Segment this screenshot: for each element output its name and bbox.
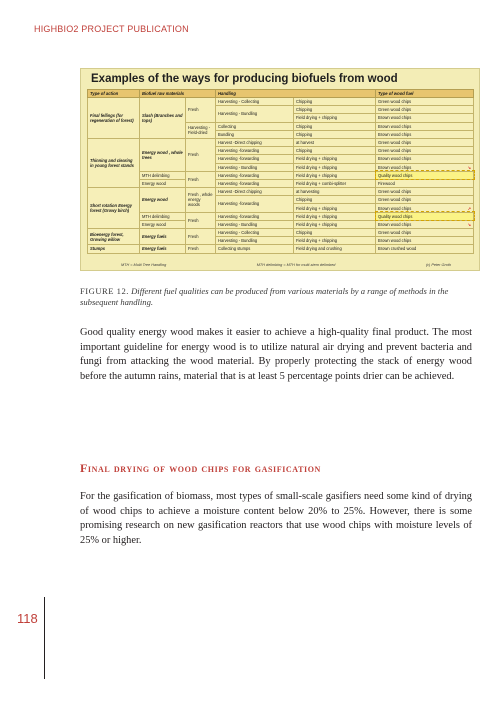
action-cell: Thinning and clearing in young forest stands [88, 138, 140, 187]
action-cell: Short rotation Energy forest (Growy birch) [88, 188, 140, 229]
figure-footnote [121, 263, 451, 267]
handling-cell: Collecting [216, 122, 294, 130]
state-cell: Harvesting - Field-dried [186, 122, 216, 138]
handling-cell: Harvesting - Collecting [216, 229, 294, 237]
handling-cell: Bundling [216, 130, 294, 138]
fuel-cell [376, 163, 474, 171]
fuel-cell: Brown crushed wood [376, 245, 474, 253]
page-number-rule [44, 597, 45, 679]
fuel-cell: Green wood chips [376, 98, 474, 106]
fuel-cell-highlight: Quality wood chips [376, 171, 474, 179]
table-row [88, 171, 474, 179]
state-cell: Fresh [186, 98, 216, 123]
footnote-mth: MTH = Multi Tree Handling [121, 263, 167, 267]
material-cell: Energy wood [140, 179, 186, 187]
table-row [88, 188, 474, 196]
page-number: 118 [17, 611, 38, 626]
table-row [88, 212, 474, 220]
table-row [88, 98, 474, 106]
material-cell: Energy wood [140, 188, 186, 213]
caption-text: Different fuel qualities can be produced from various materials by a range of methods in the subsequent handling. [80, 286, 449, 307]
action-cell: Final fellings (for regeneration of forest) [88, 98, 140, 139]
body-paragraph-2: For the gasification of biomass, most types of small-scale gasifiers need some kind of drying of wood chips to achieve a moisture content below 20% to 25%. However, there is some promising research on new gasification reactors that use wood chips with moisture levels of 25% or higher. [80, 491, 472, 546]
handling-cell: Harvesting - Bundling [216, 237, 294, 245]
material-cell: MTH delimbing [140, 212, 186, 220]
fuel-cell [376, 204, 474, 212]
processing-cell: at harvest [294, 138, 376, 146]
footnote-mth-delimbing: MTH delimbing = MTH for multi-stem delimbed [256, 263, 336, 267]
fuel-label: Brown wood chips [378, 205, 412, 211]
processing-cell: Field drying + chipping [294, 212, 376, 220]
handling-cell: Harvesting - Bundling [216, 106, 294, 122]
body-paragraph-1: Good quality energy wood makes it easier to achieve a high-quality final product. The most important guideline for energy wood is to utilize natural air drying and prevent bacteria and fungi from attacking the wood material. By properly protecting the stack of energy wood before the autumn rains, material that is at least 5 percentage points drier can be achieved. [80, 327, 472, 382]
processing-cell: Field drying + chipping [294, 155, 376, 163]
material-cell: Energy fuels [140, 245, 186, 253]
state-cell: Fresh [186, 245, 216, 253]
processing-cell: Chipping [294, 229, 376, 237]
material-cell: Energy wood [140, 220, 186, 228]
figure-12-image [80, 68, 480, 271]
material-cell: Energy wood , whole trees [140, 138, 186, 171]
state-cell: Fresh [186, 229, 216, 245]
processing-cell: Field drying + chipping [294, 237, 376, 245]
arrow-icon: ↘ [467, 221, 472, 227]
fuel-cell-highlight: Quality wood chips [376, 212, 474, 220]
handling-cell: Harvesting -forwarding [216, 212, 294, 220]
col-header-fuel-type: Type of wood fuel [376, 90, 474, 98]
table-row [88, 245, 474, 253]
processing-cell: Chipping [294, 130, 376, 138]
fuel-cell: Green wood chips [376, 229, 474, 237]
processing-cell: Chipping [294, 147, 376, 155]
section-heading: Final drying of wood chips for gasification [80, 461, 321, 475]
col-header-raw-materials: Biofuel raw materials [140, 90, 216, 98]
action-cell: Stumps [88, 245, 140, 253]
material-cell: Energy fuels [140, 229, 186, 245]
state-cell: Fresh [186, 171, 216, 187]
processing-cell: Field drying + chipping [294, 114, 376, 122]
processing-cell: Field drying + chipping [294, 220, 376, 228]
processing-cell: Chipping [294, 106, 376, 114]
handling-cell: Collecting stumps [216, 245, 294, 253]
table-header-row [88, 90, 474, 98]
material-cell: MTH delimbing [140, 171, 186, 179]
fuel-cell: Green wood chips [376, 188, 474, 196]
fuel-cell [376, 220, 474, 228]
fuel-cell: Firewood [376, 179, 474, 187]
table-row [88, 229, 474, 237]
fuel-cell: Brown wood chips [376, 155, 474, 163]
figure-title: Examples of the ways for producing biofuels from wood [91, 73, 398, 85]
processing-cell: Field drying + combi-splitter [294, 179, 376, 187]
handling-cell: Harvesting - Bundling [216, 163, 294, 171]
table-row [88, 220, 474, 228]
processing-cell: Field drying + chipping [294, 163, 376, 171]
fuel-cell: Green wood chips [376, 196, 474, 204]
caption-label: FIGURE 12. [80, 286, 129, 296]
fuel-cell: Green wood chips [376, 106, 474, 114]
handling-cell: Harvesting -forwarding [216, 196, 294, 212]
state-cell: Fresh [186, 138, 216, 171]
fuel-cell: Brown wood chips [376, 130, 474, 138]
processing-cell: Chipping [294, 122, 376, 130]
table-row [88, 138, 474, 146]
processing-cell: Chipping [294, 98, 376, 106]
handling-cell: Harvest -Direct chipping [216, 138, 294, 146]
figure-caption [80, 286, 480, 308]
state-cell: Fresh [186, 212, 216, 228]
material-cell: Slash (Branches and tops) [140, 98, 186, 139]
arrow-icon: ↘ [467, 164, 472, 170]
fuel-cell: Green wood chips [376, 147, 474, 155]
handling-cell: Harvesting -forwarding [216, 147, 294, 155]
processing-cell: Chipping [294, 196, 376, 204]
table-row [88, 179, 474, 187]
fuel-label: Brown wood chips [378, 221, 412, 227]
state-cell: Fresh , whole energy woods [186, 188, 216, 213]
handling-cell: Harvesting -forwarding [216, 171, 294, 179]
col-header-action: Type of action [88, 90, 140, 98]
handling-cell: Harvesting -forwarding [216, 179, 294, 187]
handling-cell: Harvesting - Bundling [216, 220, 294, 228]
fuel-cell: Brown wood chips [376, 122, 474, 130]
action-cell: Bioenergy forest, Growing willow [88, 229, 140, 245]
fuel-cell: Brown wood chips [376, 114, 474, 122]
fuel-label: Brown wood chips [378, 164, 412, 170]
footnote-credit: (c) Peter Groth [425, 263, 451, 267]
processing-cell: at harvesting [294, 188, 376, 196]
processing-cell: Field drying and crushing [294, 245, 376, 253]
biofuel-table [87, 89, 474, 254]
processing-cell: Field drying + chipping [294, 204, 376, 212]
arrow-icon: ↗ [467, 205, 472, 211]
handling-cell: Harvesting - Collecting [216, 98, 294, 106]
col-header-handling: Handling [216, 90, 376, 98]
fuel-cell: Green wood chips [376, 138, 474, 146]
handling-cell: Harvesting -forwarding [216, 155, 294, 163]
figure-table-wrapper [87, 89, 473, 254]
running-header: HIGHBIO2 PROJECT PUBLICATION [34, 24, 189, 34]
processing-cell: Field drying + chipping [294, 171, 376, 179]
handling-cell: Harvest -Direct chipping [216, 188, 294, 196]
fuel-cell: Brown wood chips [376, 237, 474, 245]
